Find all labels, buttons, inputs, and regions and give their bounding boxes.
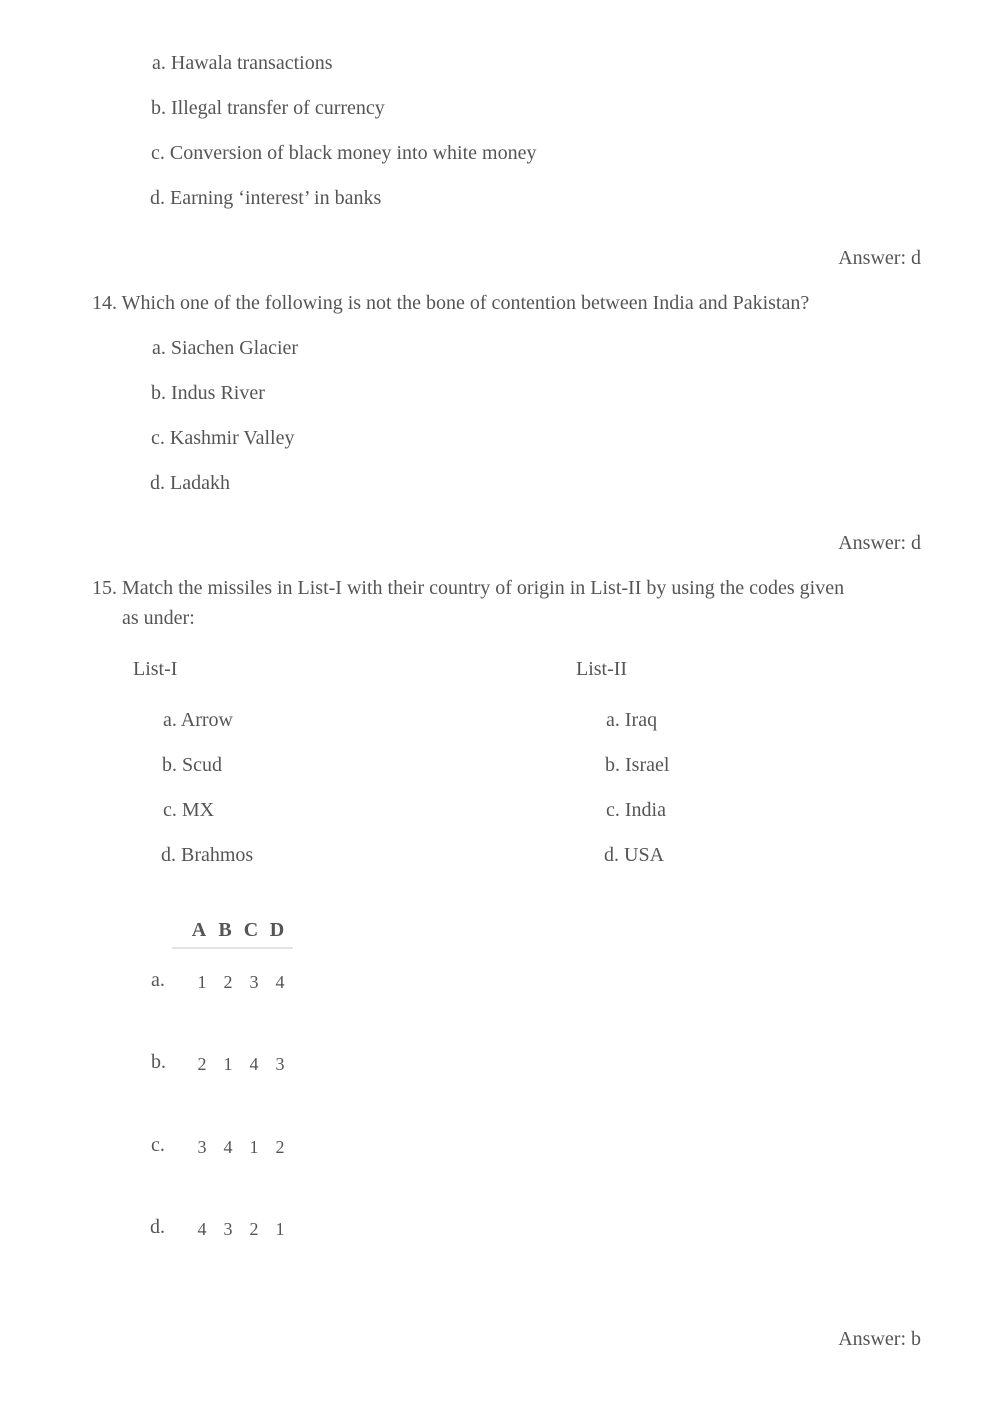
codes-header-cell: C xyxy=(243,919,259,941)
code-value: 2 xyxy=(249,1219,259,1239)
code-value: 2 xyxy=(275,1137,285,1157)
codes-header-cell: D xyxy=(269,919,285,941)
list2-item: a. Iraq xyxy=(606,709,658,731)
q15-question-cont: as under: xyxy=(122,607,195,629)
list1-item: d. Brahmos xyxy=(161,844,254,866)
codes-row xyxy=(151,1050,285,1074)
codes-row-label: a. xyxy=(151,969,165,991)
codes-row-label: d. xyxy=(150,1216,165,1238)
q14-option-a: a. Siachen Glacier xyxy=(152,337,299,359)
code-value: 1 xyxy=(275,1219,285,1239)
q14-answer: Answer: d xyxy=(838,532,921,554)
code-value: 4 xyxy=(275,972,285,992)
code-value: 3 xyxy=(275,1054,285,1074)
list1-item: b. Scud xyxy=(162,754,222,776)
q13-option-a: a. Hawala transactions xyxy=(152,52,333,74)
q15-answer: Answer: b xyxy=(838,1328,921,1350)
q14-option-c: c. Kashmir Valley xyxy=(151,427,295,449)
codes-row xyxy=(151,968,285,992)
q13-option-b: b. Illegal transfer of currency xyxy=(151,97,385,119)
code-value: 2 xyxy=(223,972,233,992)
list2-item: c. India xyxy=(606,799,666,821)
q13-option-c: c. Conversion of black money into white money xyxy=(151,142,537,164)
codes-header-cell: B xyxy=(218,919,232,941)
codes-header-cell: A xyxy=(191,919,207,941)
code-value: 2 xyxy=(197,1054,207,1074)
q13-answer: Answer: d xyxy=(838,247,921,269)
codes-row xyxy=(150,1215,285,1239)
codes-row xyxy=(151,1133,285,1157)
codes-row-label: b. xyxy=(151,1051,166,1073)
list2-item: b. Israel xyxy=(605,754,670,776)
list1-item: a. Arrow xyxy=(163,709,233,731)
code-value: 3 xyxy=(223,1219,233,1239)
code-value: 4 xyxy=(197,1219,207,1239)
codes-header-divider xyxy=(172,947,293,949)
list1-item: c. MX xyxy=(163,799,215,821)
q14-question: 14. Which one of the following is not the bone of contention between India and Pakistan? xyxy=(92,292,810,314)
code-value: 1 xyxy=(197,972,207,992)
code-value: 1 xyxy=(249,1137,259,1157)
code-value: 4 xyxy=(249,1054,259,1074)
codes-row-label: c. xyxy=(151,1134,165,1156)
codes-header xyxy=(186,918,290,942)
q14-option-d: d. Ladakh xyxy=(150,472,230,494)
list2-item: d. USA xyxy=(604,844,665,866)
q13-option-d: d. Earning ‘interest’ in banks xyxy=(150,187,382,209)
code-value: 3 xyxy=(249,972,259,992)
list2-title: List-II xyxy=(576,658,628,680)
q14-option-b: b. Indus River xyxy=(151,382,265,404)
code-value: 1 xyxy=(223,1054,233,1074)
list1-title: List-I xyxy=(133,658,178,680)
code-value: 3 xyxy=(197,1137,207,1157)
code-value: 4 xyxy=(223,1137,233,1157)
q15-question: 15. Match the missiles in List-I with their country of origin in List-II by using the codes given xyxy=(92,577,845,599)
